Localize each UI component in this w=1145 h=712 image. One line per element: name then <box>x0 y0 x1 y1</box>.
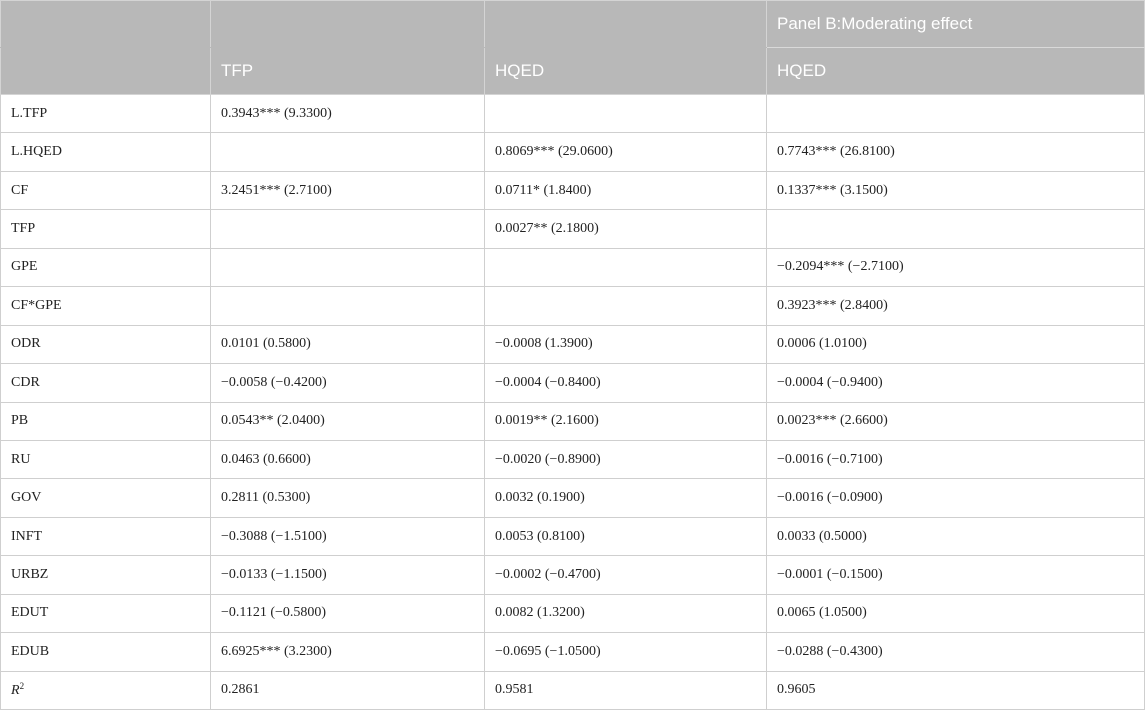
table-cell: 0.3923*** (2.8400) <box>767 287 1145 325</box>
table-cell: −0.0004 (−0.9400) <box>767 364 1145 402</box>
table-row <box>1 556 1145 594</box>
r-squared-superscript: 2 <box>19 681 25 692</box>
table-body <box>1 95 1145 710</box>
row-label: L.HQED <box>1 133 211 171</box>
table-cell: −0.0002 (−0.4700) <box>485 556 767 594</box>
row-label: L.TFP <box>1 95 211 133</box>
table-cell: 0.0711* (1.8400) <box>485 171 767 209</box>
table-cell: 0.9581 <box>485 671 767 709</box>
column-header-hqed-moderating: HQED <box>767 48 1145 95</box>
table-row <box>1 287 1145 325</box>
row-label: PB <box>1 402 211 440</box>
table-header <box>1 1 1145 95</box>
table-cell: −0.0288 (−0.4300) <box>767 633 1145 671</box>
table-row <box>1 248 1145 286</box>
row-label: RU <box>1 440 211 478</box>
table-cell: −0.0016 (−0.0900) <box>767 479 1145 517</box>
table-row <box>1 479 1145 517</box>
table-cell <box>211 287 485 325</box>
table-cell: 0.8069*** (29.0600) <box>485 133 767 171</box>
table-cell: 3.2451*** (2.7100) <box>211 171 485 209</box>
table-cell: −0.0016 (−0.7100) <box>767 440 1145 478</box>
row-label: EDUB <box>1 633 211 671</box>
table-cell: 0.0463 (0.6600) <box>211 440 485 478</box>
table-row <box>1 171 1145 209</box>
table-cell: −0.3088 (−1.5100) <box>211 517 485 555</box>
table-cell: 0.2861 <box>211 671 485 709</box>
row-label: CF*GPE <box>1 287 211 325</box>
table-cell: 0.0033 (0.5000) <box>767 517 1145 555</box>
row-label: INFT <box>1 517 211 555</box>
table-cell <box>211 133 485 171</box>
column-header-tfp: TFP <box>211 48 485 95</box>
table-cell <box>485 287 767 325</box>
r-squared-letter: R <box>11 683 20 699</box>
table-cell: −0.1121 (−0.5800) <box>211 594 485 632</box>
table-row <box>1 517 1145 555</box>
table-cell <box>485 248 767 286</box>
table-row <box>1 633 1145 671</box>
row-label: URBZ <box>1 556 211 594</box>
table-cell <box>485 95 767 133</box>
table-cell: 0.0023*** (2.6600) <box>767 402 1145 440</box>
table-row <box>1 133 1145 171</box>
table-cell: 0.1337*** (3.1500) <box>767 171 1145 209</box>
table-row <box>1 210 1145 248</box>
header-blank-cell <box>211 1 485 48</box>
table-cell: 0.0101 (0.5800) <box>211 325 485 363</box>
table-cell: −0.0133 (−1.1500) <box>211 556 485 594</box>
table-cell: 0.0082 (1.3200) <box>485 594 767 632</box>
header-row-columns <box>1 48 1145 95</box>
table-cell: 6.6925*** (3.2300) <box>211 633 485 671</box>
panel-label: Panel B:Moderating effect <box>767 1 1145 48</box>
table-row <box>1 402 1145 440</box>
table-cell: −0.0058 (−0.4200) <box>211 364 485 402</box>
header-blank-cell <box>485 1 767 48</box>
header-row-panel <box>1 1 1145 48</box>
table-cell <box>767 210 1145 248</box>
table-cell: 0.0543** (2.0400) <box>211 402 485 440</box>
row-label: ODR <box>1 325 211 363</box>
header-blank-cell <box>1 1 211 48</box>
table-cell: 0.0065 (1.0500) <box>767 594 1145 632</box>
row-label: GOV <box>1 479 211 517</box>
table-cell: −0.0004 (−0.8400) <box>485 364 767 402</box>
table-cell <box>211 210 485 248</box>
table-cell: 0.7743*** (26.8100) <box>767 133 1145 171</box>
table-cell: 0.9605 <box>767 671 1145 709</box>
row-label: GPE <box>1 248 211 286</box>
table-row <box>1 95 1145 133</box>
table-row-r-squared <box>1 671 1145 709</box>
row-label: CF <box>1 171 211 209</box>
table-cell: −0.0001 (−0.1500) <box>767 556 1145 594</box>
table-cell: 0.0006 (1.0100) <box>767 325 1145 363</box>
table-cell: 0.0027** (2.1800) <box>485 210 767 248</box>
table-cell: −0.0695 (−1.0500) <box>485 633 767 671</box>
table-cell: −0.2094*** (−2.7100) <box>767 248 1145 286</box>
table-row <box>1 325 1145 363</box>
row-label: CDR <box>1 364 211 402</box>
header-corner-cell <box>1 48 211 95</box>
table-row <box>1 440 1145 478</box>
table-row <box>1 364 1145 402</box>
table-cell: −0.0008 (1.3900) <box>485 325 767 363</box>
table-cell: 0.2811 (0.5300) <box>211 479 485 517</box>
table-cell <box>211 248 485 286</box>
table-cell: 0.3943*** (9.3300) <box>211 95 485 133</box>
table-cell: −0.0020 (−0.8900) <box>485 440 767 478</box>
table-cell <box>767 95 1145 133</box>
table-cell: 0.0032 (0.1900) <box>485 479 767 517</box>
row-label: TFP <box>1 210 211 248</box>
row-label-r-squared <box>1 671 211 709</box>
column-header-hqed: HQED <box>485 48 767 95</box>
table-row <box>1 594 1145 632</box>
table-cell: 0.0019** (2.1600) <box>485 402 767 440</box>
table-cell: 0.0053 (0.8100) <box>485 517 767 555</box>
row-label: EDUT <box>1 594 211 632</box>
